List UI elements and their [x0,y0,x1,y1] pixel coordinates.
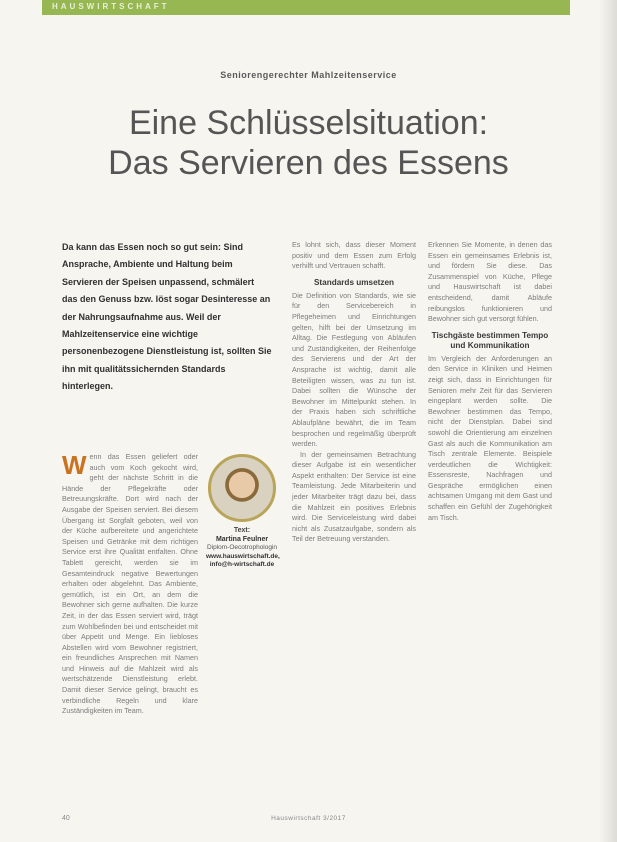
drop-cap: W [62,450,87,480]
author-name: Martina Feulner [215,536,269,543]
author-label: Text: [233,527,251,534]
body-paragraph-1: enn das Essen geliefert oder auch vom Koch gekocht wird, geht der nächste Schritt in die Hände der Pflegekräfte oder Betreuungskräfte. Dort wird nach der Ausgabe der Speisen serviert. Bei diesem Übergang ist Sorgfalt geboten, weil von der Küche aufbereitete und angerichtete Speisen und Getränke mit dem richtigen Service erst ihre Qualität entfalten. Ohne Tablett gereicht, werden sie im Gesamteindruck negative Bewertungen erhalten oder abgelehnt. Das Ambiente, gemütlich, ist ein Ort, an dem die Bewohner sich gerne aufhalten. Die kurze Zeit, in der das Essen serviert wird, trägt zum Wohlbefinden bei und entscheidet mit über Appetit und Menge. Ein liebloses Abstellen wird vom Bewohner registriert, ein freundliches Ansprechen mit Namen und Hinweis auf die Mahlzeit wird als wertschätzende Dienstleistung erlebt. Damit dieser Service gelingt, braucht es verbindliche Regeln und klare Zuständigkeiten im Team. [62,452,198,716]
title-line-1: Eine Schlüsselsituation: [128,104,489,142]
lead-paragraph: Da kann das Essen noch so gut sein: Sind Ansprache, Ambiente und Haltung beim Servieren der Speisen unpassend, schmälert das den Genuss bzw. löst sogar Desinteresse an der Nahrungsaufnahme aus. Weil der Mahlzeitenservice eine wichtige personenbezogene Dienstleistung ist, sollten Sie ihn mit qualitätssichernden Standards hinterlegen. [62,242,272,392]
article-body-column-3 [428,240,552,523]
subheading-standards: Standards umsetzen [313,277,395,287]
article-lead [62,239,272,396]
article-title [0,103,617,183]
article-body-column-2 [292,240,416,545]
article-body-column-1 [62,452,198,717]
author-link[interactable]: www.hauswirtschaft.de, info@h-wirtschaft.de [206,552,280,568]
page-number: 40 [62,815,70,822]
section-header-band [42,0,570,15]
col2-paragraph-3: In der gemeinsamen Betrachtung dieser Aufgabe ist ein wesentlicher Aspekt enthalten: Der Service ist eine Teamleistung. Jede Mitarbeiterin und jeder Mitarbeiter trägt dazu bei, dass die Mahlzeit ein positives Erlebnis wird. Die Serviceleistung wird dabei nicht als Zusatzaufgabe, sondern als Teil der Betreuung verstanden. [292,449,416,544]
article-kicker: Seniorengerechter Mahlzeitenservice [220,70,397,80]
col3-paragraph-1: Erkennen Sie Momente, in denen das Essen ein gemeinsames Erlebnis ist, und fördern Sie diese. Das Zusammenspiel von Küche, Pflege und Hauswirtschaft ist dabei entscheidend, damit Abläufe reibungslos funktionieren und Bewohner sich gut versorgt fühlen. [428,240,552,324]
author-role: Diplom-Oecotrophologin [206,544,278,551]
col2-paragraph-2: Die Definition von Standards, wie sie für den Servicebereich in Pflegeheimen und Einrichtungen gelten, hilft bei der Umsetzung im Alltag. Die Festlegung von Abläufen und Zuständigkeiten, der Reihenfolge des Servierens und der Art der Ansprache ist wichtig, damit alle Beteiligten wissen, was zu tun ist. Dabei sollten die Wünsche der Bewohner im Mittelpunkt stehen. In der Praxis haben sich schriftliche Ablaufpläne bewährt, die im Team besprochen und regelmäßig überprüft werden. [292,290,416,449]
author-photo [208,454,276,522]
col3-paragraph-2: Im Vergleich der Anforderungen an den Service in Kliniken und Heimen zeigt sich, dass in Einrichtungen für Senioren mehr Zeit für das Servieren eingeplant werden sollte. Die Bewohner bestimmen das Tempo, nicht der Dienstplan. Dabei sind sowohl die Orientierung am einzelnen Gast als auch die Kommunikation am Tisch zentrale Elemente. Beispiele verdeutlichen die Wichtigkeit: Essensreste, Nachfragen und Gespräche ermöglichen einen achtsamen Umgang mit dem Gast und schaffen ein Gefühl der Zugehörigkeit am Tisch. [428,353,552,522]
publication-footer: Hauswirtschaft 3/2017 [271,815,346,822]
section-label: HAUSWIRTSCHAFT [52,2,170,11]
author-box [206,454,278,570]
subheading-tischgaeste: Tischgäste bestimmen Tempo und Kommunikation [431,330,549,350]
title-line-2: Das Servieren des Essens [108,144,509,182]
col2-paragraph-1: Es lohnt sich, dass dieser Moment positiv und dem Essen zum Erfolg verhilft und Vertrauen schafft. [292,240,416,271]
